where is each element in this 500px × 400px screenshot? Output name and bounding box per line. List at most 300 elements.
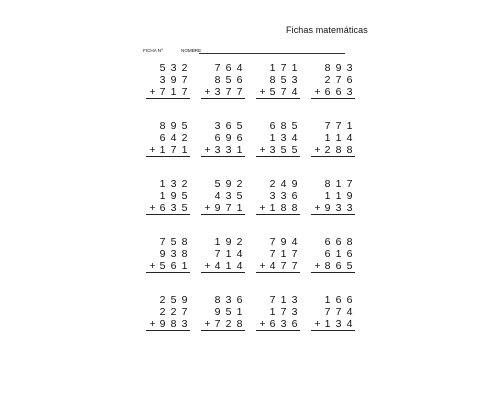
digit: 3 bbox=[269, 144, 276, 156]
addend-third bbox=[256, 260, 300, 272]
digit: 4 bbox=[269, 260, 276, 272]
digit: 1 bbox=[159, 190, 166, 202]
addend-first bbox=[311, 236, 355, 248]
addend-first bbox=[146, 294, 190, 306]
digit: 4 bbox=[236, 62, 243, 74]
digit: 3 bbox=[214, 86, 221, 98]
addend-first bbox=[201, 62, 245, 74]
plus-sign: + bbox=[314, 144, 321, 156]
addition-problem bbox=[146, 120, 190, 157]
addend-third bbox=[311, 202, 355, 214]
sum-underline bbox=[146, 156, 190, 157]
digit: 9 bbox=[170, 120, 177, 132]
digit: 7 bbox=[269, 236, 276, 248]
digit: 3 bbox=[291, 306, 298, 318]
digit: 1 bbox=[324, 132, 331, 144]
digit: 2 bbox=[236, 178, 243, 190]
addend-third bbox=[256, 144, 300, 156]
digit: 8 bbox=[324, 62, 331, 74]
sum-underline bbox=[311, 214, 355, 215]
addition-problem bbox=[256, 62, 300, 99]
addend-first bbox=[256, 294, 300, 306]
sum-underline bbox=[201, 330, 245, 331]
digit: 6 bbox=[269, 120, 276, 132]
digit: 6 bbox=[346, 248, 353, 260]
addition-problem bbox=[201, 120, 245, 157]
addend-third bbox=[311, 260, 355, 272]
sum-underline bbox=[256, 98, 300, 99]
digit: 8 bbox=[324, 260, 331, 272]
sum-underline bbox=[146, 98, 190, 99]
digit: 3 bbox=[225, 294, 232, 306]
addition-problem bbox=[311, 178, 355, 215]
addend-third bbox=[201, 202, 245, 214]
digit: 3 bbox=[214, 120, 221, 132]
digit: 3 bbox=[280, 132, 287, 144]
digit: 3 bbox=[280, 318, 287, 330]
addition-problem bbox=[201, 62, 245, 99]
sum-underline bbox=[201, 98, 245, 99]
digit: 7 bbox=[324, 120, 331, 132]
addition-problem bbox=[146, 294, 190, 331]
sum-underline bbox=[256, 272, 300, 273]
plus-sign: + bbox=[149, 318, 156, 330]
digit: 6 bbox=[346, 294, 353, 306]
addend-second bbox=[311, 306, 355, 318]
digit: 5 bbox=[236, 190, 243, 202]
digit: 6 bbox=[236, 294, 243, 306]
addition-problem bbox=[256, 294, 300, 331]
plus-sign: + bbox=[259, 144, 266, 156]
digit: 7 bbox=[181, 306, 188, 318]
digit: 8 bbox=[280, 202, 287, 214]
digit: 9 bbox=[335, 62, 342, 74]
digit: 7 bbox=[170, 144, 177, 156]
digit: 6 bbox=[335, 294, 342, 306]
digit: 1 bbox=[236, 202, 243, 214]
digit: 5 bbox=[225, 74, 232, 86]
digit: 4 bbox=[291, 236, 298, 248]
addend-first bbox=[256, 120, 300, 132]
digit: 7 bbox=[280, 306, 287, 318]
addend-first bbox=[146, 236, 190, 248]
nombre-label: NOMBRE bbox=[181, 48, 202, 53]
digit: 7 bbox=[335, 74, 342, 86]
digit: 4 bbox=[291, 132, 298, 144]
digit: 6 bbox=[324, 86, 331, 98]
digit: 8 bbox=[346, 144, 353, 156]
digit: 7 bbox=[269, 248, 276, 260]
addend-third bbox=[146, 318, 190, 330]
digit: 3 bbox=[181, 318, 188, 330]
digit: 1 bbox=[324, 190, 331, 202]
digit: 8 bbox=[280, 120, 287, 132]
addend-second bbox=[146, 190, 190, 202]
plus-sign: + bbox=[314, 202, 321, 214]
page-title: Fichas matemáticas bbox=[286, 25, 368, 35]
digit: 9 bbox=[225, 178, 232, 190]
digit: 4 bbox=[170, 132, 177, 144]
nombre-blank-line bbox=[199, 53, 345, 54]
digit: 6 bbox=[335, 236, 342, 248]
digit: 1 bbox=[324, 294, 331, 306]
digit: 7 bbox=[324, 306, 331, 318]
digit: 7 bbox=[159, 86, 166, 98]
digit: 4 bbox=[346, 132, 353, 144]
addend-second bbox=[201, 306, 245, 318]
digit: 2 bbox=[159, 294, 166, 306]
digit: 4 bbox=[346, 306, 353, 318]
plus-sign: + bbox=[204, 86, 211, 98]
digit: 1 bbox=[346, 120, 353, 132]
digit: 9 bbox=[225, 132, 232, 144]
addend-second bbox=[146, 74, 190, 86]
sum-underline bbox=[256, 156, 300, 157]
plus-sign: + bbox=[204, 202, 211, 214]
digit: 5 bbox=[159, 260, 166, 272]
addend-third bbox=[256, 318, 300, 330]
plus-sign: + bbox=[149, 86, 156, 98]
addition-problem bbox=[201, 236, 245, 273]
digit: 4 bbox=[280, 178, 287, 190]
addend-first bbox=[201, 120, 245, 132]
digit: 6 bbox=[159, 202, 166, 214]
digit: 7 bbox=[181, 74, 188, 86]
digit: 6 bbox=[335, 86, 342, 98]
digit: 5 bbox=[159, 62, 166, 74]
digit: 9 bbox=[214, 202, 221, 214]
plus-sign: + bbox=[314, 318, 321, 330]
digit: 2 bbox=[159, 306, 166, 318]
digit: 7 bbox=[335, 306, 342, 318]
digit: 7 bbox=[214, 248, 221, 260]
digit: 8 bbox=[170, 318, 177, 330]
addend-first bbox=[146, 120, 190, 132]
digit: 8 bbox=[181, 248, 188, 260]
digit: 3 bbox=[335, 318, 342, 330]
addend-second bbox=[146, 248, 190, 260]
digit: 2 bbox=[269, 178, 276, 190]
digit: 7 bbox=[225, 86, 232, 98]
digit: 3 bbox=[170, 62, 177, 74]
addend-second bbox=[201, 74, 245, 86]
addend-first bbox=[146, 62, 190, 74]
digit: 2 bbox=[236, 236, 243, 248]
sum-underline bbox=[311, 98, 355, 99]
digit: 5 bbox=[214, 178, 221, 190]
digit: 3 bbox=[346, 62, 353, 74]
addend-second bbox=[256, 190, 300, 202]
addition-problem bbox=[201, 294, 245, 331]
plus-sign: + bbox=[149, 202, 156, 214]
digit: 5 bbox=[170, 294, 177, 306]
addend-second bbox=[311, 190, 355, 202]
digit: 4 bbox=[236, 260, 243, 272]
digit: 7 bbox=[280, 86, 287, 98]
digit: 1 bbox=[335, 248, 342, 260]
addend-third bbox=[146, 202, 190, 214]
digit: 3 bbox=[335, 202, 342, 214]
addend-first bbox=[256, 236, 300, 248]
digit: 7 bbox=[159, 236, 166, 248]
addend-third bbox=[311, 86, 355, 98]
plus-sign: + bbox=[259, 202, 266, 214]
digit: 6 bbox=[291, 190, 298, 202]
digit: 3 bbox=[225, 144, 232, 156]
digit: 6 bbox=[236, 74, 243, 86]
addend-third bbox=[311, 144, 355, 156]
plus-sign: + bbox=[204, 318, 211, 330]
digit: 7 bbox=[181, 86, 188, 98]
digit: 9 bbox=[225, 236, 232, 248]
digit: 1 bbox=[324, 318, 331, 330]
digit: 1 bbox=[159, 178, 166, 190]
addend-third bbox=[146, 144, 190, 156]
digit: 1 bbox=[280, 294, 287, 306]
digit: 4 bbox=[291, 86, 298, 98]
addend-third bbox=[201, 86, 245, 98]
digit: 5 bbox=[236, 120, 243, 132]
digit: 5 bbox=[291, 120, 298, 132]
sum-underline bbox=[256, 330, 300, 331]
digit: 2 bbox=[225, 318, 232, 330]
digit: 9 bbox=[280, 236, 287, 248]
digit: 2 bbox=[181, 178, 188, 190]
sum-underline bbox=[201, 214, 245, 215]
digit: 8 bbox=[335, 144, 342, 156]
addend-first bbox=[201, 236, 245, 248]
digit: 1 bbox=[280, 248, 287, 260]
digit: 6 bbox=[324, 248, 331, 260]
digit: 6 bbox=[225, 62, 232, 74]
digit: 1 bbox=[181, 144, 188, 156]
digit: 7 bbox=[214, 318, 221, 330]
digit: 1 bbox=[335, 178, 342, 190]
digit: 6 bbox=[346, 74, 353, 86]
digit: 1 bbox=[214, 236, 221, 248]
addition-problem bbox=[311, 120, 355, 157]
addend-second bbox=[311, 74, 355, 86]
digit: 3 bbox=[269, 190, 276, 202]
plus-sign: + bbox=[204, 144, 211, 156]
digit: 9 bbox=[170, 74, 177, 86]
sum-underline bbox=[311, 330, 355, 331]
addend-first bbox=[311, 178, 355, 190]
digit: 5 bbox=[225, 306, 232, 318]
addend-third bbox=[311, 318, 355, 330]
digit: 3 bbox=[170, 248, 177, 260]
digit: 9 bbox=[214, 306, 221, 318]
addend-first bbox=[146, 178, 190, 190]
digit: 7 bbox=[214, 62, 221, 74]
digit: 4 bbox=[214, 190, 221, 202]
addition-problem bbox=[311, 236, 355, 273]
digit: 9 bbox=[159, 318, 166, 330]
addend-first bbox=[311, 120, 355, 132]
sum-underline bbox=[201, 156, 245, 157]
digit: 7 bbox=[291, 248, 298, 260]
addition-problem bbox=[256, 178, 300, 215]
digit: 6 bbox=[291, 318, 298, 330]
digit: 3 bbox=[291, 294, 298, 306]
addend-second bbox=[256, 306, 300, 318]
addend-second bbox=[256, 248, 300, 260]
digit: 2 bbox=[181, 132, 188, 144]
digit: 6 bbox=[170, 260, 177, 272]
digit: 1 bbox=[335, 132, 342, 144]
digit: 1 bbox=[335, 190, 342, 202]
addend-third bbox=[201, 318, 245, 330]
digit: 8 bbox=[269, 74, 276, 86]
digit: 7 bbox=[280, 62, 287, 74]
digit: 1 bbox=[291, 62, 298, 74]
digit: 5 bbox=[280, 144, 287, 156]
addition-problem bbox=[146, 236, 190, 273]
addition-problem bbox=[311, 294, 355, 331]
ficha-label: FICHA Nº bbox=[143, 48, 163, 53]
sum-underline bbox=[311, 156, 355, 157]
digit: 3 bbox=[159, 74, 166, 86]
addend-third bbox=[146, 86, 190, 98]
digit: 9 bbox=[170, 190, 177, 202]
plus-sign: + bbox=[149, 144, 156, 156]
digit: 1 bbox=[236, 306, 243, 318]
addition-problem bbox=[146, 178, 190, 215]
addend-third bbox=[256, 86, 300, 98]
digit: 7 bbox=[346, 178, 353, 190]
addition-problem bbox=[256, 236, 300, 273]
addend-first bbox=[311, 294, 355, 306]
sum-underline bbox=[201, 272, 245, 273]
addend-first bbox=[201, 178, 245, 190]
digit: 4 bbox=[236, 248, 243, 260]
digit: 9 bbox=[346, 190, 353, 202]
digit: 4 bbox=[214, 260, 221, 272]
digit: 5 bbox=[269, 86, 276, 98]
digit: 3 bbox=[170, 178, 177, 190]
digit: 6 bbox=[335, 260, 342, 272]
addend-first bbox=[256, 178, 300, 190]
digit: 5 bbox=[181, 190, 188, 202]
digit: 7 bbox=[269, 294, 276, 306]
addend-third bbox=[146, 260, 190, 272]
digit: 1 bbox=[225, 248, 232, 260]
digit: 9 bbox=[181, 294, 188, 306]
sum-underline bbox=[256, 214, 300, 215]
addend-third bbox=[201, 144, 245, 156]
digit: 5 bbox=[280, 74, 287, 86]
plus-sign: + bbox=[204, 260, 211, 272]
sum-underline bbox=[311, 272, 355, 273]
digit: 9 bbox=[159, 248, 166, 260]
digit: 8 bbox=[236, 318, 243, 330]
digit: 3 bbox=[170, 202, 177, 214]
addend-second bbox=[311, 248, 355, 260]
digit: 6 bbox=[324, 236, 331, 248]
worksheet-header bbox=[143, 46, 353, 56]
digit: 6 bbox=[225, 120, 232, 132]
digit: 8 bbox=[324, 178, 331, 190]
digit: 5 bbox=[170, 236, 177, 248]
digit: 1 bbox=[269, 306, 276, 318]
addition-problem bbox=[201, 178, 245, 215]
addition-problem bbox=[311, 62, 355, 99]
plus-sign: + bbox=[259, 86, 266, 98]
digit: 8 bbox=[181, 236, 188, 248]
digit: 3 bbox=[280, 190, 287, 202]
plus-sign: + bbox=[259, 318, 266, 330]
addend-second bbox=[201, 190, 245, 202]
digit: 5 bbox=[181, 120, 188, 132]
digit: 1 bbox=[159, 144, 166, 156]
digit: 7 bbox=[335, 120, 342, 132]
digit: 7 bbox=[280, 260, 287, 272]
digit: 1 bbox=[225, 260, 232, 272]
addend-second bbox=[201, 248, 245, 260]
digit: 2 bbox=[324, 144, 331, 156]
digit: 4 bbox=[346, 318, 353, 330]
addend-second bbox=[146, 306, 190, 318]
digit: 1 bbox=[170, 86, 177, 98]
addition-problem bbox=[146, 62, 190, 99]
digit: 3 bbox=[346, 202, 353, 214]
digit: 7 bbox=[225, 202, 232, 214]
addend-second bbox=[256, 132, 300, 144]
digit: 5 bbox=[291, 144, 298, 156]
digit: 2 bbox=[170, 306, 177, 318]
addend-second bbox=[201, 132, 245, 144]
addend-third bbox=[201, 260, 245, 272]
digit: 3 bbox=[214, 144, 221, 156]
digit: 5 bbox=[346, 260, 353, 272]
digit: 1 bbox=[269, 132, 276, 144]
digit: 8 bbox=[346, 236, 353, 248]
addend-first bbox=[201, 294, 245, 306]
plus-sign: + bbox=[314, 86, 321, 98]
digit: 8 bbox=[214, 74, 221, 86]
addend-first bbox=[311, 62, 355, 74]
digit: 1 bbox=[269, 62, 276, 74]
plus-sign: + bbox=[259, 260, 266, 272]
sum-underline bbox=[146, 272, 190, 273]
addend-second bbox=[256, 74, 300, 86]
digit: 6 bbox=[236, 132, 243, 144]
digit: 2 bbox=[181, 62, 188, 74]
digit: 7 bbox=[236, 86, 243, 98]
digit: 1 bbox=[269, 202, 276, 214]
digit: 8 bbox=[214, 294, 221, 306]
digit: 2 bbox=[324, 74, 331, 86]
digit: 1 bbox=[236, 144, 243, 156]
plus-sign: + bbox=[314, 260, 321, 272]
addend-second bbox=[146, 132, 190, 144]
plus-sign: + bbox=[149, 260, 156, 272]
digit: 5 bbox=[181, 202, 188, 214]
digit: 6 bbox=[214, 132, 221, 144]
sum-underline bbox=[146, 214, 190, 215]
digit: 3 bbox=[225, 190, 232, 202]
digit: 8 bbox=[291, 202, 298, 214]
digit: 1 bbox=[181, 260, 188, 272]
digit: 8 bbox=[159, 120, 166, 132]
digit: 6 bbox=[269, 318, 276, 330]
addend-second bbox=[311, 132, 355, 144]
digit: 3 bbox=[346, 86, 353, 98]
digit: 9 bbox=[324, 202, 331, 214]
addend-third bbox=[256, 202, 300, 214]
digit: 6 bbox=[159, 132, 166, 144]
digit: 7 bbox=[291, 260, 298, 272]
